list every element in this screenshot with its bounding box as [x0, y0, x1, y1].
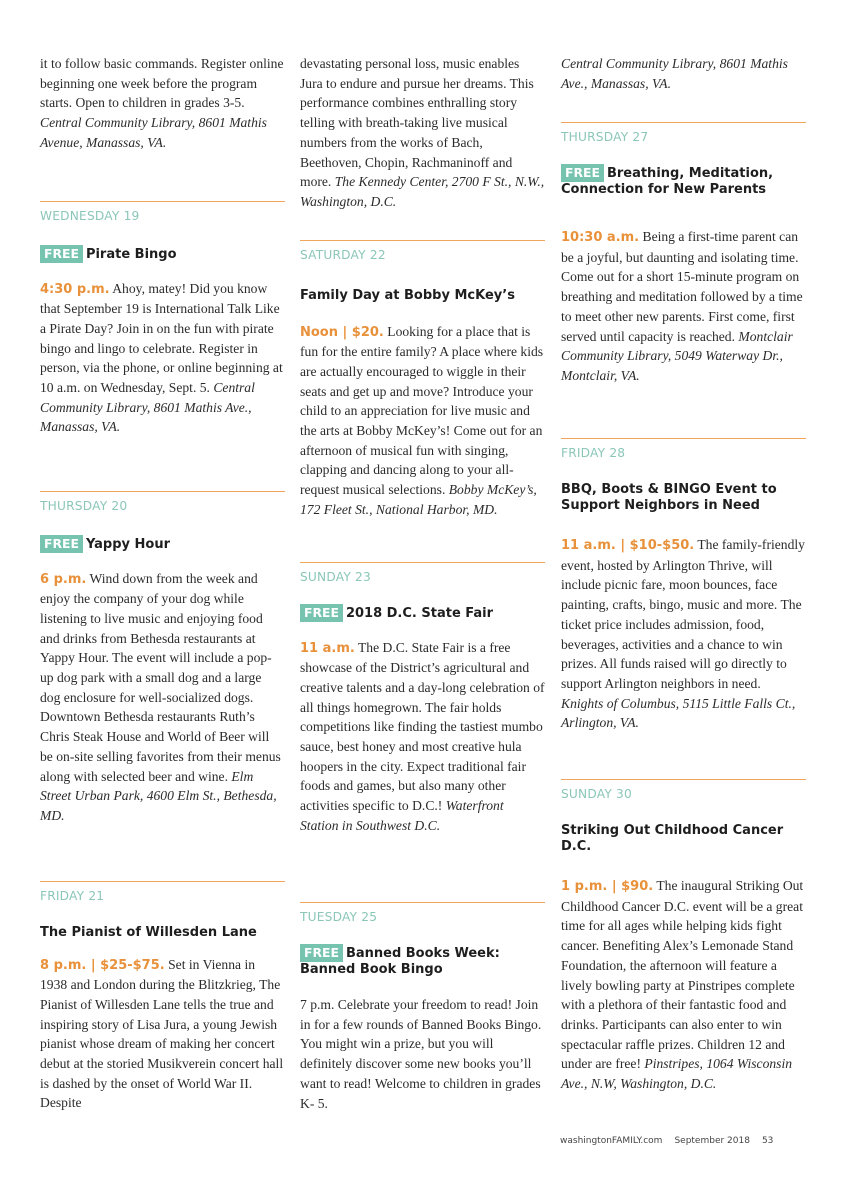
- event-title: BBQ, Boots & BINGO Event to Support Neighbors in Need: [561, 482, 777, 513]
- event-description: [561, 535, 806, 733]
- continued-listing: [300, 54, 545, 212]
- day-heading: FRIDAY 21: [40, 881, 285, 903]
- day-heading: THURSDAY 20: [40, 491, 285, 513]
- event-location: Knights of Columbus, 5115 Little Falls Ct., Arlington, VA.: [561, 695, 796, 731]
- event-title: Family Day at Bobby McKey’s: [300, 288, 515, 303]
- event-text: Wind down from the week and enjoy the company of your dog while listening to live music and enjoying food and drinks from Bethesda restaurants at Yappy Hour. The event will include a pop-up dog park with a small dog and a large dog enclosure for well-socialized dogs. Downtown Bethesda restaurants Ruth’s Chris Steak House and World of Beer will be on-site selling favorites from their menus along with selected beer and wine.: [40, 570, 281, 784]
- event-time: 6 p.m.: [40, 571, 87, 587]
- event-friday-21: [40, 881, 285, 1113]
- continued-listing: [561, 54, 806, 93]
- footer-issue: September 2018: [674, 1136, 750, 1146]
- event-sunday-30: [561, 779, 806, 1094]
- event-time: 4:30 p.m.: [40, 281, 110, 297]
- free-badge: FREE: [300, 604, 343, 622]
- continued-listing: [40, 54, 285, 153]
- event-title: [561, 164, 806, 197]
- event-sunday-23: [300, 562, 545, 836]
- event-title-text: 2018 D.C. State Fair: [345, 606, 494, 621]
- day-heading: SUNDAY 30: [561, 779, 806, 801]
- event-description: [300, 322, 545, 520]
- event-title: [40, 245, 285, 263]
- event-title-text: Breathing, Meditation, Connection for New Parents: [561, 166, 774, 197]
- event-title-text: Pirate Bingo: [85, 247, 177, 262]
- event-location: Montclair Community Library, 5049 Waterway Dr., Montclair, VA.: [561, 328, 793, 383]
- free-badge: FREE: [40, 535, 83, 553]
- event-title: Striking Out Childhood Cancer D.C.: [561, 823, 784, 854]
- footer-page-number: 53: [761, 1136, 774, 1146]
- event-description: [40, 279, 285, 438]
- event-title-text: Banned Books Week: Banned Book Bingo: [300, 946, 500, 977]
- event-saturday-22: [300, 240, 545, 520]
- event-description: [561, 876, 806, 1094]
- event-description: [561, 227, 806, 386]
- event-text: The D.C. State Fair is a free showcase of the District’s agricultural and creative talents and a day-long celebration of all things homegrown. The fair holds competitions like finding the tastiest mumbo sauce, best honey and most creative hula hoopers in the city. Expect traditional fair foods and games, but also many other activities specific to D.C.!: [300, 639, 545, 814]
- event-time: 1 p.m. | $90.: [561, 879, 654, 894]
- day-heading: SUNDAY 23: [300, 562, 545, 584]
- event-time: Noon | $20.: [300, 324, 384, 340]
- event-wednesday-19: [40, 201, 285, 437]
- event-title: [300, 944, 545, 977]
- day-heading: TUESDAY 25: [300, 902, 545, 924]
- event-text: The family-friendly event, hosted by Arlington Thrive, will include picnic fare, moon bounces, face painting, crafts, bingo, music and more. The ticket price includes admission, food, beverages, activities and a chance to win prizes. All funds raised will go directly to support Arlington neighbors in need.: [561, 537, 805, 691]
- event-thursday-20: [40, 491, 285, 826]
- event-description: [300, 638, 545, 836]
- event-location: Waterfront Station in Southwest D.C.: [300, 798, 504, 833]
- event-text: Set in Vienna in 1938 and London during the Blitzkrieg, The Pianist of Willesden Lane tells the true and inspiring story of Lisa Jura, a young Jewish pianist whose dream of making her concert debut at the storied Musikverein concert hall is dashed by the onset of World War II. Despite: [40, 956, 284, 1111]
- day-heading: WEDNESDAY 19: [40, 201, 285, 223]
- event-time: 10:30 a.m.: [561, 230, 640, 245]
- event-location: Pinstripes, 1064 Wisconsin Ave., N.W, Washington, D.C.: [561, 1056, 793, 1092]
- event-time: 11 a.m.: [300, 640, 355, 656]
- listing-location: Central Community Library, 8601 Mathis Ave., Manassas, VA.: [561, 56, 788, 91]
- free-badge: FREE: [300, 944, 343, 962]
- event-time: 8 p.m. | $25-$75.: [40, 957, 165, 973]
- event-tuesday-25: [300, 902, 545, 1113]
- event-location: Elm Street Urban Park, 4600 Elm St., Bethesda, MD.: [40, 768, 277, 823]
- event-location: Bobby McKey’s, 172 Fleet St., National Harbor, MD.: [300, 482, 537, 517]
- listing-text: devastating personal loss, music enables Jura to endure and pursue her dreams. This performance combines enthralling story telling with breath-taking live musical numbers from the works of Bach, Beethoven, Chopin, Rachmaninoff and more.: [300, 56, 534, 190]
- free-badge: FREE: [561, 164, 604, 182]
- event-time: 11 a.m. | $10-$50.: [561, 538, 695, 553]
- event-title: [40, 535, 285, 553]
- free-badge: FREE: [40, 245, 83, 263]
- listing-text: it to follow basic commands. Register online beginning one week before the program starts. Open to children in grades 3-5.: [40, 56, 284, 111]
- event-description: 7 p.m. Celebrate your freedom to read! Join in for a few rounds of Banned Books Bingo. You might win a prize, but you will definitely discover some new books you’ll want to read! Welcome to children in grades K- 5.: [300, 997, 542, 1111]
- event-friday-28: [561, 438, 806, 733]
- event-text: Being a first-time parent can be a joyful, but daunting and isolating time. Come out for a short 15-minute program on breathing and meditation followed by a time to meet other new parents. First come, first served until capacity is reached.: [561, 229, 803, 344]
- footer-site: washingtonFAMILY.com: [560, 1136, 663, 1146]
- day-heading: SATURDAY 22: [300, 240, 545, 262]
- event-text: The inaugural Striking Out Childhood Cancer D.C. event will be a great time for all ages while helping kids fight cancer. Benefiting Alex’s Lemonade Stand Foundation, the afternoon will feature a lively bowling party at Pinstripes complete with a plethora of their fantastic food and drinks. Participants can also enter to win spectacular raffle prizes. Children 12 and under are free!: [561, 878, 804, 1072]
- event-thursday-27: [561, 122, 806, 386]
- listing-location: Central Community Library, 8601 Mathis Avenue, Manassas, VA.: [40, 115, 267, 150]
- event-description: [40, 955, 285, 1114]
- day-heading: THURSDAY 27: [561, 122, 806, 144]
- event-location: Central Community Library, 8601 Mathis Ave., Manassas, VA.: [40, 380, 255, 435]
- event-text: Looking for a place that is fun for the entire family? A place where kids are actually encouraged to wiggle in their seats and get up and move? Introduce your child to an appreciation for live music and the arts at Bobby McKey’s! Come out for an afternoon of musical fun with singing, clapping and dancing along to your all-request musical selections.: [300, 323, 544, 498]
- page-footer: [560, 1136, 810, 1146]
- event-title: The Pianist of Willesden Lane: [40, 925, 257, 940]
- listing-location: The Kennedy Center, 2700 F St., N.W., Washington, D.C.: [300, 174, 545, 209]
- event-title: [300, 604, 545, 622]
- day-heading: FRIDAY 28: [561, 438, 806, 460]
- event-text: Ahoy, matey! Did you know that September 19 is International Talk Like a Pirate Day? Join in on the fun with pirate bingo and lingo to celebrate. Register in person, via the phone, or online beginning at 10 a.m. on Wednesday, Sept. 5.: [40, 280, 283, 396]
- event-title-text: Yappy Hour: [85, 537, 171, 552]
- event-description: [40, 569, 285, 826]
